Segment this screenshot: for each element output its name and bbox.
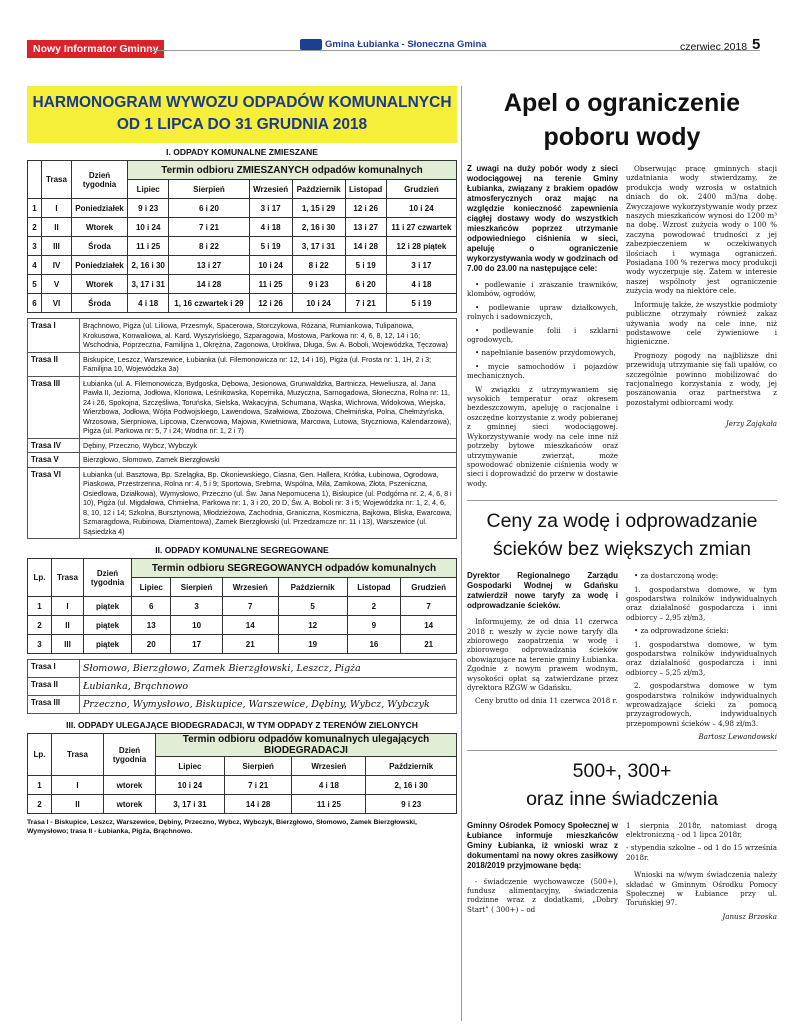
table-cell: 9 i 23	[128, 199, 169, 218]
table-cell: 1, 15 i 29	[292, 199, 345, 218]
article-3-title-line: 500+, 300+	[572, 759, 672, 782]
paragraph: • za odprowadzone ścieki:	[634, 626, 729, 636]
table-cell: 21	[401, 635, 457, 654]
route-label: Trasa VI	[28, 467, 80, 539]
article-1-lead: Z uwagi na duży pobór wody z sieci wodociągowej na terenie Gminy Łubianka, związany z brakiem opadów atmosferycznych oraz mając na względzie konieczność zapewnienia ciągłej dostawy wody do wszystkich mieszkańców poprzez utrzymanie odpowiedniego ciśnienia w sieci, apeluję o ograniczenie wykorzystywania wody w godzinach od 7.00 do 23.00 na następujące cele:	[467, 164, 618, 273]
table-cell: 2, 16 i 30	[128, 256, 169, 275]
table-cell: 3, 17 i 31	[128, 275, 169, 294]
route-streets: Przeczno, Wymysłowo, Biskupice, Warszewice, Dębiny, Wybcz, Wybczyk	[80, 696, 457, 714]
col-dzien: Dzień tygodnia	[72, 161, 128, 199]
paragraph: - świadczenie wychowawcze (500+), fundusz alimentacyjny, świadczenia rodzinne wraz z dodatkami, „Dobry Start” ( 300+) – od	[467, 876, 618, 914]
table-cell: 13 i 27	[345, 218, 386, 237]
routes-2-table	[27, 659, 457, 714]
table-cell: II	[52, 616, 84, 635]
table-row	[28, 635, 457, 654]
table-cell: piątek	[84, 616, 132, 635]
table-cell: 14	[401, 616, 457, 635]
table-cell: 10 i 24	[386, 199, 456, 218]
table-cell: 14 i 28	[169, 275, 249, 294]
month-header: Sierpień	[169, 180, 249, 199]
table-cell: 6 i 20	[169, 199, 249, 218]
month-header: Wrzesień	[222, 578, 278, 597]
table-row	[28, 237, 457, 256]
article-3-title-line: oraz inne świadczenia	[526, 787, 718, 810]
author-signature: Bartosz Lewandowski	[698, 732, 777, 742]
article-3-col-left	[467, 821, 618, 922]
table-cell: wtorek	[104, 795, 156, 814]
table-cell: 5 i 19	[386, 294, 456, 313]
paragraph: 2. gospodarstwa domowe w tym gospodarstwa rolników indywidualnych wprowadzające ścieki za pomocą przyzagrodowych, indywidualnych przepompowni ścieków – 4,98 zł/m3.	[626, 681, 777, 728]
table-cell: 3	[28, 237, 42, 256]
month-header: Grudzień	[401, 578, 457, 597]
mixed-waste-table	[27, 160, 457, 313]
table-cell: piątek	[84, 635, 132, 654]
article-1-body	[467, 164, 777, 492]
table-cell: I	[42, 199, 72, 218]
section-2-title: II. ODPADY KOMUNALNE SEGREGOWANE	[155, 545, 329, 555]
table-cell: II	[52, 795, 104, 814]
table-cell: 2, 16 i 30	[366, 776, 457, 795]
table-cell: 17	[171, 635, 222, 654]
paragraph: 1. gospodarstwa domowe, w tym gospodarstwa rolników indywidualnych oraz działalność gospodarcza i inni odbiorcy – 5,25 zł/m3,	[626, 639, 777, 677]
paragraph: Ceny brutto od dnia 11 czerwca 2018 r.	[475, 696, 618, 706]
bullet: • podlewanie upraw działkowych, rolnych i sadowniczych,	[467, 302, 618, 322]
table-row	[28, 256, 457, 275]
table-cell: 19	[278, 635, 347, 654]
route-streets: Łubianka (ul. Basztowa, Bp. Szelągka, Bp. Okoniewskiego, Ciasna, Gen. Hallera, Krótka, Łubinowa, Ogrodowa, Piaskowa, Przestrzenna, Rolna nr: 4, 5 i 9; Sportowa, Srebrna, Wspólna, Mila, Zamkowa, Złota, Pszeniczna, Osiedlowa, Działkowa), Wymysłowo, Przeczno (ul. Św. Jana Nepomucena 1), Biskupice (ul. Podgórna nr. 2, 4, 6, 8 i 10), Pigża (ul. Migdałowa, Chmielna, Parkowa nr: 1, 3 i 20, 20 D, Św. A. Boboli nr: 3 i 5; Wojewódzka nr: 1, 2, 4, 6, 8, 10, 12 i 14; Szkolna, Bursztynowa, Młodzieżowa, Zachodnia, Graniczna, Kosmiczna, Bajkowa, Bliska, Ewarcowa, Szmaragdowa, Rubinowa, Diamentowa), Zamek Bierzgłowski (ul. Przedzamcze nr: 11 i 13), Warszewice (ul. Sąsiedzka 4)	[80, 467, 457, 539]
table-cell: 14 i 28	[224, 795, 292, 814]
table-cell: 4 i 18	[128, 294, 169, 313]
table-cell: 14 i 28	[345, 237, 386, 256]
route-label: Trasa I	[28, 319, 80, 353]
article-2-body	[467, 571, 777, 742]
table-row	[28, 616, 457, 635]
article-2-title-line: Ceny za wodę i odprowadzanie	[486, 510, 758, 533]
table-cell: 7 i 21	[169, 218, 249, 237]
table-row	[28, 275, 457, 294]
month-header: Październik	[292, 180, 345, 199]
col-lp: Lp.	[28, 734, 52, 776]
table-cell: 2	[28, 218, 42, 237]
article-1-title-line: Apel o ograniczenie	[503, 89, 741, 117]
bullet: • mycie samochodów i pojazdów mechanicznych.	[467, 361, 618, 381]
month-header: Sierpień	[171, 578, 222, 597]
table-cell: 11 i 25	[292, 795, 366, 814]
month-header: Wrzesień	[292, 757, 366, 776]
article-1-col-right	[626, 164, 777, 492]
table-cell: 21	[222, 635, 278, 654]
bio-waste-table	[27, 733, 457, 814]
table-cell: 4 i 18	[249, 218, 292, 237]
table-cell: 1, 16 czwartek i 29	[169, 294, 249, 313]
article-3-title	[467, 757, 777, 813]
route-row	[28, 352, 457, 376]
table-cell: VI	[42, 294, 72, 313]
table-cell: 9 i 23	[292, 275, 345, 294]
table-cell: wtorek	[104, 776, 156, 795]
table-cell: 2, 16 i 30	[292, 218, 345, 237]
route-streets: Łubianka, Brąchnowo	[80, 678, 457, 696]
route-label: Trasa IV	[28, 438, 80, 453]
month-header: Wrzesień	[249, 180, 292, 199]
logo-text: Gmina Łubianka - Słoneczna Gmina	[325, 39, 487, 51]
paragraph: - stypendia szkolne – od 1 do 15 września 2018r.	[626, 843, 777, 862]
table-row	[28, 795, 457, 814]
gmina-logo	[300, 39, 487, 50]
table-cell: 10 i 24	[292, 294, 345, 313]
table-cell: 1	[28, 776, 52, 795]
table-cell: 8 i 22	[169, 237, 249, 256]
route-row	[28, 319, 457, 353]
paragraph: 1. gospodarstwa domowe, w tym gospodarstwa rolników indywidualnych oraz działalność gospodarcza i inni odbiorcy – 2,95 zł/m3,	[626, 584, 777, 622]
table-cell: 9 i 23	[366, 795, 457, 814]
table-cell: 13 i 27	[169, 256, 249, 275]
col-dzien: Dzień tygodnia	[84, 559, 132, 597]
article-2-title-line: ścieków bez większych zmian	[493, 538, 751, 561]
table-cell: 12 i 26	[345, 199, 386, 218]
table-cell: 11 i 25	[128, 237, 169, 256]
table-cell: 16	[347, 635, 401, 654]
table-cell: 4 i 18	[292, 776, 366, 795]
table-cell: 5 i 19	[249, 237, 292, 256]
table-cell: IV	[42, 256, 72, 275]
table-cell: Wtorek	[72, 218, 128, 237]
routes-1-table	[27, 318, 457, 539]
table-cell: 3 i 17	[249, 199, 292, 218]
table-cell: Środa	[72, 294, 128, 313]
table-cell: 11 i 27 czwartek	[386, 218, 456, 237]
author-signature: Jerzy Zająkała	[725, 419, 777, 429]
page-number: 5	[752, 36, 761, 53]
issue-date: czerwiec 2018	[680, 41, 748, 53]
article-2-lead: Dyrektor Regionalnego Zarządu Gospodarki Wodnej w Gdańsku zatwierdził nowe taryfy za wodę i odprowadzanie ścieków.	[467, 571, 618, 611]
table-cell: 7 i 21	[345, 294, 386, 313]
col-lp	[28, 161, 42, 199]
paragraph: W związku z utrzymywaniem się wysokich temperatur oraz okresem bezdeszczowym, apeluję o racjonalne i oszczędne korzystanie z wody pobieranej z gminnej sieci wodociągowej. Wykorzystywanie wody na cele inne niż potrzeby bytowe mieszkańców oraz utrzymywanie zwierząt, może spowodować obniżenie ciśnienia wody w sieci i doprowadzić do przerw w dostawie wody.	[467, 384, 618, 488]
table-cell: 3, 17 i 31	[156, 795, 225, 814]
table-row	[28, 199, 457, 218]
table-cell: 3	[171, 597, 222, 616]
table-cell: 12 i 26	[249, 294, 292, 313]
table-cell: 7	[401, 597, 457, 616]
table-cell: 13	[132, 616, 171, 635]
article-3-lead: Gminny Ośrodek Pomocy Społecznej w Łubiance informuje mieszkańców Gminy Łubianka, iż wnioski wraz z dokumentami na nowy okres zasiłkowy 2018/2019 przyjmowane będą:	[467, 820, 618, 870]
table-cell: 12 i 28 piątek	[386, 237, 456, 256]
table-cell: 3	[28, 635, 52, 654]
article-2-col-left	[467, 571, 618, 742]
table-cell: 14	[222, 616, 278, 635]
route-row	[28, 438, 457, 453]
table-cell: 3, 17 i 31	[292, 237, 345, 256]
table-cell: I	[52, 776, 104, 795]
col-termin: Termin odbioru odpadów komunalnych ulegających BIODEGRADACJI	[156, 734, 457, 757]
month-header: Październik	[366, 757, 457, 776]
schedule-banner	[27, 86, 457, 143]
article-2-title	[467, 507, 777, 563]
table-cell: 1	[28, 597, 52, 616]
route-row	[28, 660, 457, 678]
paragraph: 1 sierpnia 2018r, natomiast drogą elektroniczną - od 1 lipca 2018r,	[626, 820, 777, 840]
article-divider	[467, 750, 777, 751]
table-cell: 7	[222, 597, 278, 616]
article-1-title-line: poboru wody	[543, 123, 701, 151]
table-cell: III	[42, 237, 72, 256]
table-cell: 2	[28, 616, 52, 635]
route-label: Trasa I	[28, 660, 80, 678]
route-row	[28, 376, 457, 438]
table-cell: 10	[171, 616, 222, 635]
table-cell: 4	[28, 256, 42, 275]
route-streets: Dębiny, Przeczno, Wybcz, Wybczyk	[80, 438, 457, 453]
month-header: Listopad	[345, 180, 386, 199]
month-header: Lipiec	[156, 757, 225, 776]
table-cell: 10 i 24	[128, 218, 169, 237]
section-1-title: I. ODPADY KOMUNALNE ZMIESZANE	[166, 147, 318, 157]
schedule-column	[27, 86, 457, 836]
table-cell: 2	[28, 795, 52, 814]
table-cell: 20	[132, 635, 171, 654]
route-row	[28, 696, 457, 714]
bullet: • napełnianie basenów przydomowych,	[475, 348, 616, 358]
route-streets: Łubianka (ul. A. Filemonowicza, Bydgoska, Dębowa, Jesionowa, Grunwaldzka, Bartnicza, Heweliusza, al. Jana Pawła II, Jeziorna, Jodłowa, Klonowa, Leśnikowska, Kopernika, Muzyczna, Sarnogadowa, Słoneczna, Rolna nr: 11, 24 i 26, Spokojna, Szczęśliwa, Toruńska, Sielska, Wakacyjna, Schumana, Wąska, Wichrowa, Widokowa, Wiejska, Wierzbowa, Jodłowa, Wójta Podwojskiego, Lawendowa, Szałwiowa, Zbożowa, Chełmińska, Polna, Chełmżyńska, Wrzosowa, Sierpniowa, Lipcowa, Czerwcowa, Majowa, Kwietniowa, Marcowa, Lutowa, Styczniowa, Kalendarzowa), Pigża (ul. Parkowa nr: 5, 7 i 24; Wodna nr: 1, 2 i 7)	[80, 376, 457, 438]
table-row	[28, 218, 457, 237]
route-streets: Słomowo, Bierzgłowo, Zamek Bierzgłowski, Leszcz, Pigża	[80, 660, 457, 678]
month-header: Październik	[278, 578, 347, 597]
logo-icon	[300, 39, 322, 50]
table-cell: 4 i 18	[386, 275, 456, 294]
table-row	[28, 776, 457, 795]
col-termin: Termin odbioru ZMIESZANYCH odpadów komunalnych	[128, 161, 457, 180]
table-cell: I	[52, 597, 84, 616]
table-cell: 7 i 21	[224, 776, 292, 795]
month-header: Sierpień	[224, 757, 292, 776]
section-3-title: III. ODPADY ULEGAJĄCE BIODEGRADACJI, W TYM ODPADY Z TERENÓW ZIELONYCH	[66, 720, 418, 730]
segregated-waste-table	[27, 558, 457, 654]
col-trasa: Trasa	[52, 559, 84, 597]
route-label: Trasa II	[28, 678, 80, 696]
bullet: • podlewanie i zraszanie trawników, klombów, ogrodów,	[467, 280, 618, 299]
article-2-col-right	[626, 571, 777, 742]
table-cell: Środa	[72, 237, 128, 256]
article-3-body	[467, 821, 777, 922]
month-header: Lipiec	[132, 578, 171, 597]
paragraph: Prognozy pogody na najbliższe dni przewidują utrzymanie się fali upałów, co szczególnie powinno mobilizować do racjonalnego korzystania z wody, jej poszanowania oraz partnerstwa z pozostałymi odbiorcami wody.	[626, 350, 777, 407]
route-label: Trasa III	[28, 376, 80, 438]
table-cell: 10 i 24	[156, 776, 225, 795]
route-streets: Biskupice, Leszcz, Warszewice, Łubianka (ul. Filemonowicza nr: 12, 14 i 16), Pigża (ul. Frosta nr: 1, 1H, 2 i 3; Familijna 10, Wojewódzka 3a)	[80, 352, 457, 376]
article-divider	[467, 500, 777, 501]
table-cell: 5	[278, 597, 347, 616]
table-cell: 3 i 17	[386, 256, 456, 275]
col-dzien: Dzień tygodnia	[104, 734, 156, 776]
route-label: Trasa III	[28, 696, 80, 714]
table-cell: 6 i 20	[345, 275, 386, 294]
paragraph: • za dostarczoną wodę:	[634, 571, 719, 581]
route-streets: Bierzgłowo, Słomowo, Zamek Bierzgłowski	[80, 453, 457, 468]
page-header	[0, 0, 800, 58]
table-cell: III	[52, 635, 84, 654]
col-lp: Lp.	[28, 559, 52, 597]
table-cell: 5 i 19	[345, 256, 386, 275]
paragraph: Obserwując pracę gminnych stacji uzdatniania wody stwierdzamy, że produkcja wody wzrosła w ostatnich dniach do ok. 2400 m3/na dobę. Zwyczajowe wykorzystywanie wody przez naszych mieszkańców wynosi do 1200 m³ na dobę. Wzrost zużycia wody o 100 % zaczyna powodować trudności z jej zabezpieczeniem w oczekiwanych ilościach i wymaga ograniczeń. Posiadana 100 % rezerwa mocy produkcji wody wyczerpuje się. Zatem w interesie naszej wspólnoty jest ograniczenie zużycia wody na niektóre cele.	[626, 164, 777, 296]
route-streets: Brąchnowo, Pigża (ul. Liliowa, Przesmyk, Spacerowa, Storczykowa, Różana, Rumiankowa, Tulipanowa, Krokusowa, Konwaliowa, al. Kard. Wyszyńskiego, Szparagowa, Mostowa, Parkowa nr: 4, 6, 8, 12, 14 i 16; Wschodnia, Poprzeczna, Familijna 1, Okrężna, Zagonowa, Urokliwa, Długa, Św. A. Boboli, Wojewódzka, Tęczowa)	[80, 319, 457, 353]
table-cell: piątek	[84, 597, 132, 616]
bio-footnote: Trasa I - Biskupice, Leszcz, Warszewice, Dębiny, Przeczno, Wybcz, Wybczyk, Bierzgłowo, Słomowo, Zamek Bierzgłowski, Wymysłowo; trasa II - Łubianka, Pigża, Brąchnowo.	[27, 819, 417, 835]
newspaper-title: Nowy Informator Gminny	[27, 40, 164, 58]
table-cell: II	[42, 218, 72, 237]
month-header: Lipiec	[128, 180, 169, 199]
col-trasa: Trasa	[52, 734, 104, 776]
bullet: • podlewanie folii i szklarni ogrodowych,	[467, 325, 618, 345]
route-row	[28, 453, 457, 468]
table-cell: 10 i 24	[249, 256, 292, 275]
route-row	[28, 467, 457, 539]
table-cell: Poniedziałek	[72, 256, 128, 275]
table-cell: 9	[347, 616, 401, 635]
author-signature: Janusz Brzoska	[722, 911, 777, 921]
month-header: Listopad	[347, 578, 401, 597]
table-cell: V	[42, 275, 72, 294]
table-cell: Poniedziałek	[72, 199, 128, 218]
table-cell: 12	[278, 616, 347, 635]
route-row	[28, 678, 457, 696]
table-row	[28, 294, 457, 313]
paragraph: Informuję także, że wszystkie podmioty publiczne otrzymały również zakaz używania wody na cele inne, niż podstawowe cele żywieniowe i higieniczne.	[626, 299, 777, 347]
table-cell: 8 i 22	[292, 256, 345, 275]
table-row	[28, 597, 457, 616]
paragraph: Informujemy, że od dnia 11 czerwca 2018 r. weszły w życie nowe taryfy dla zbiorowego zaopatrzenia w wodę i zbiorowego odprowadzania ścieków obowiązujące na terenie gminy Łubianka. Zgodnie z nowym prawem wodnym, wysokości opłat są zatwierdzane przez dyrektora RZGW w Gdańsku.	[467, 617, 618, 692]
route-label: Trasa V	[28, 453, 80, 468]
table-cell: 1	[28, 199, 42, 218]
col-termin: Termin odbioru SEGREGOWANYCH odpadów komunalnych	[132, 559, 457, 578]
table-cell: 2	[347, 597, 401, 616]
table-cell: 6	[28, 294, 42, 313]
route-label: Trasa II	[28, 352, 80, 376]
article-1-col-left	[467, 164, 618, 492]
table-cell: 11 i 25	[249, 275, 292, 294]
banner-line-2: OD 1 LIPCA DO 31 GRUDNIA 2018	[116, 116, 368, 133]
table-cell: Wtorek	[72, 275, 128, 294]
articles-column	[467, 86, 777, 921]
table-cell: 6	[132, 597, 171, 616]
table-cell: 5	[28, 275, 42, 294]
article-1-title	[467, 86, 777, 154]
paragraph: Wnioski na w/wym świadczenia należy składać w Gminnym Ośrodku Pomocy Społecznej w Łubiance przy ul. Toruńskiej 97.	[626, 870, 777, 908]
col-trasa: Trasa	[42, 161, 72, 199]
banner-line-1: HARMONOGRAM WYWOZU ODPADÓW KOMUNALNYCH	[32, 94, 452, 111]
header-rule	[150, 50, 760, 51]
column-divider	[461, 86, 462, 1021]
month-header: Grudzień	[386, 180, 456, 199]
article-3-col-right	[626, 821, 777, 922]
